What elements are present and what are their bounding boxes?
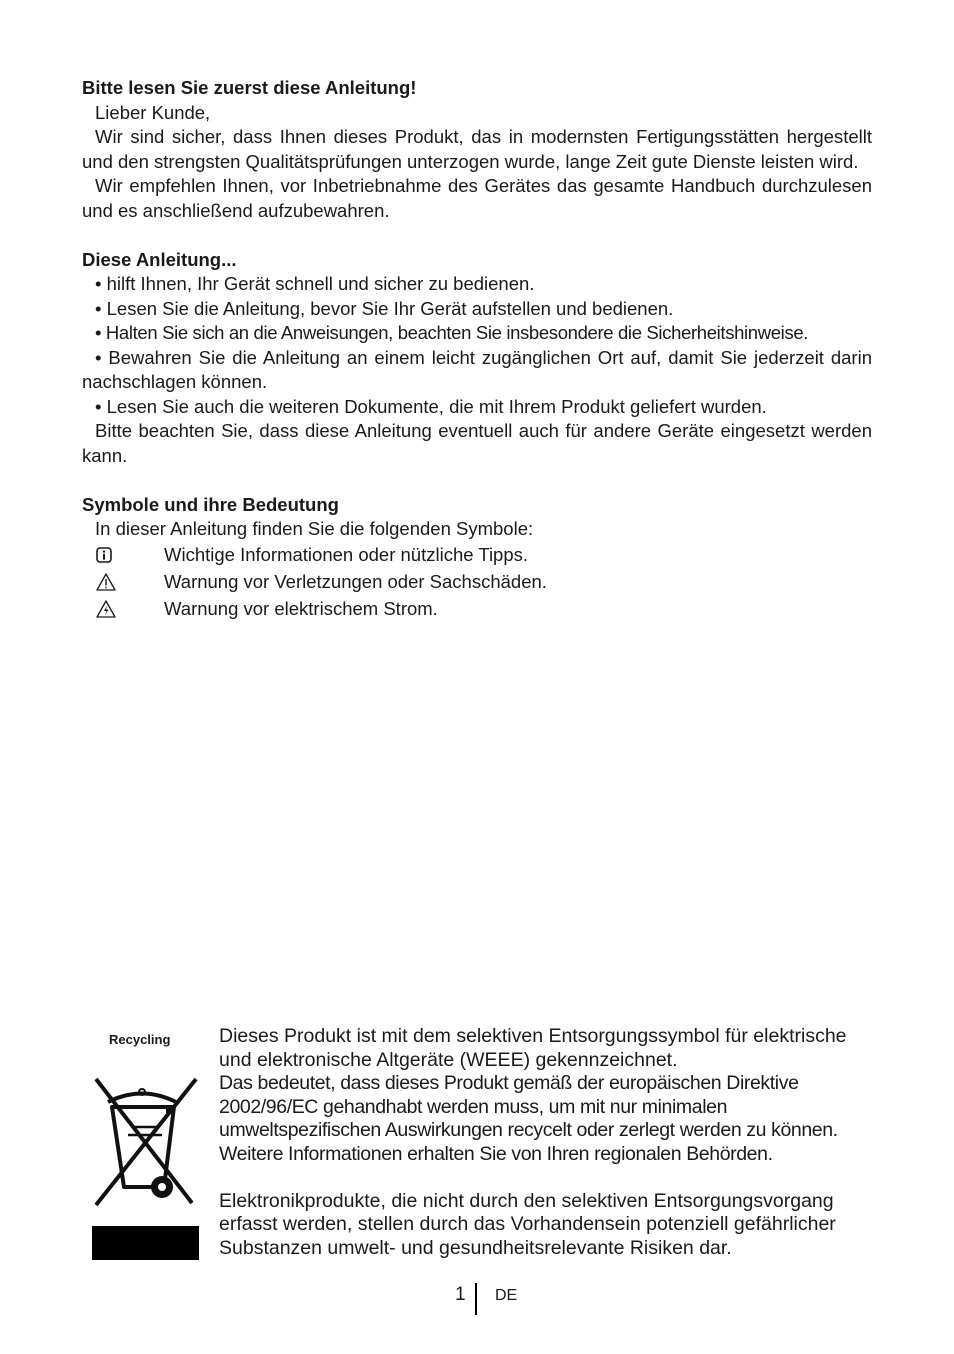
recommendation-paragraph: Wir empfehlen Ihnen, vor Inbetriebnahme des Gerätes das gesamte Handbuch durchzulesen und es anschließend aufzubewahren. — [82, 175, 872, 221]
bullet-item: • Lesen Sie die Anleitung, bevor Sie Ihr Gerät aufstellen und bedienen. — [95, 297, 674, 319]
symbol-description: Wichtige Informationen oder nützliche Tipps. — [164, 543, 529, 565]
warning-icon — [82, 573, 164, 591]
weee-disposal-text — [219, 1025, 884, 1260]
manual-page-content — [82, 76, 872, 623]
symbol-row-electric — [82, 596, 872, 623]
bullet-item: • Halten Sie sich an die Anweisungen, beachten Sie insbesondere die Sicherheitshinweise. — [95, 322, 809, 343]
recycling-label: Recycling — [109, 1032, 171, 1047]
crossed-out-wheelie-bin-icon — [92, 1075, 200, 1210]
weee-black-bar — [92, 1226, 199, 1260]
section-heading-read-first: Bitte lesen Sie zuerst diese Anleitung! — [82, 77, 417, 98]
weee-paragraph-2: Das bedeutet, dass dieses Produkt gemäß der europäischen Direktive 2002/96/EC gehandhabt werden muss, um mit nur minimalen umweltspezifischen Auswirkungen recycelt oder zerlegt werden zu können. Weitere Informationen erhalten Sie von Ihren regionalen Behörden. — [219, 1072, 838, 1165]
weee-paragraph-1: Dieses Produkt ist mit dem selektiven Entsorgungssymbol für elektrische und elektronische Altgeräte (WEEE) gekennzeichnet. — [219, 1025, 847, 1071]
language-code: DE — [495, 1287, 518, 1304]
greeting-text: Lieber Kunde, — [95, 101, 211, 123]
symbol-row-info — [82, 542, 872, 569]
bullet-item: • Lesen Sie auch die weiteren Dokumente, die mit Ihrem Produkt geliefert wurden. — [95, 395, 767, 417]
intro-paragraph: Wir sind sicher, dass Ihnen dieses Produkt, das in modernsten Fertigungsstätten hergestellt und den strengsten Qualitätsprüfungen unterzogen wurde, lange Zeit gute Dienste leisten wird. — [82, 126, 872, 172]
symbol-description: Warnung vor Verletzungen oder Sachschäden. — [164, 570, 547, 592]
section-heading-symbols: Symbole und ihre Bedeutung — [82, 493, 339, 515]
electric-warning-icon — [82, 600, 164, 618]
footer-divider — [475, 1283, 477, 1315]
page-number: 1 — [455, 1284, 466, 1305]
section-heading-this-manual: Diese Anleitung... — [82, 248, 237, 270]
weee-paragraph-3: Elektronikprodukte, die nicht durch den selektiven Entsorgungsvorgang erfasst werden, stellen durch das Vorhandensein potenziell gefährlicher Substanzen umwelt- und gesundheitsrelevante Risiken dar. — [219, 1189, 836, 1259]
symbols-intro: In dieser Anleitung finden Sie die folgenden Symbole: — [95, 518, 534, 539]
symbol-description: Warnung vor elektrischem Strom. — [164, 597, 438, 619]
note-paragraph: Bitte beachten Sie, dass diese Anleitung eventuell auch für andere Geräte eingesetzt werden kann. — [82, 420, 872, 466]
bullet-item: • hilft Ihnen, Ihr Gerät schnell und sicher zu bedienen. — [95, 273, 535, 294]
symbol-row-warning — [82, 569, 872, 596]
info-icon — [82, 547, 164, 563]
bullet-item: • Bewahren Sie die Anleitung an einem leicht zugänglichen Ort auf, damit Sie jederzeit darin nachschlagen können. — [82, 346, 872, 392]
